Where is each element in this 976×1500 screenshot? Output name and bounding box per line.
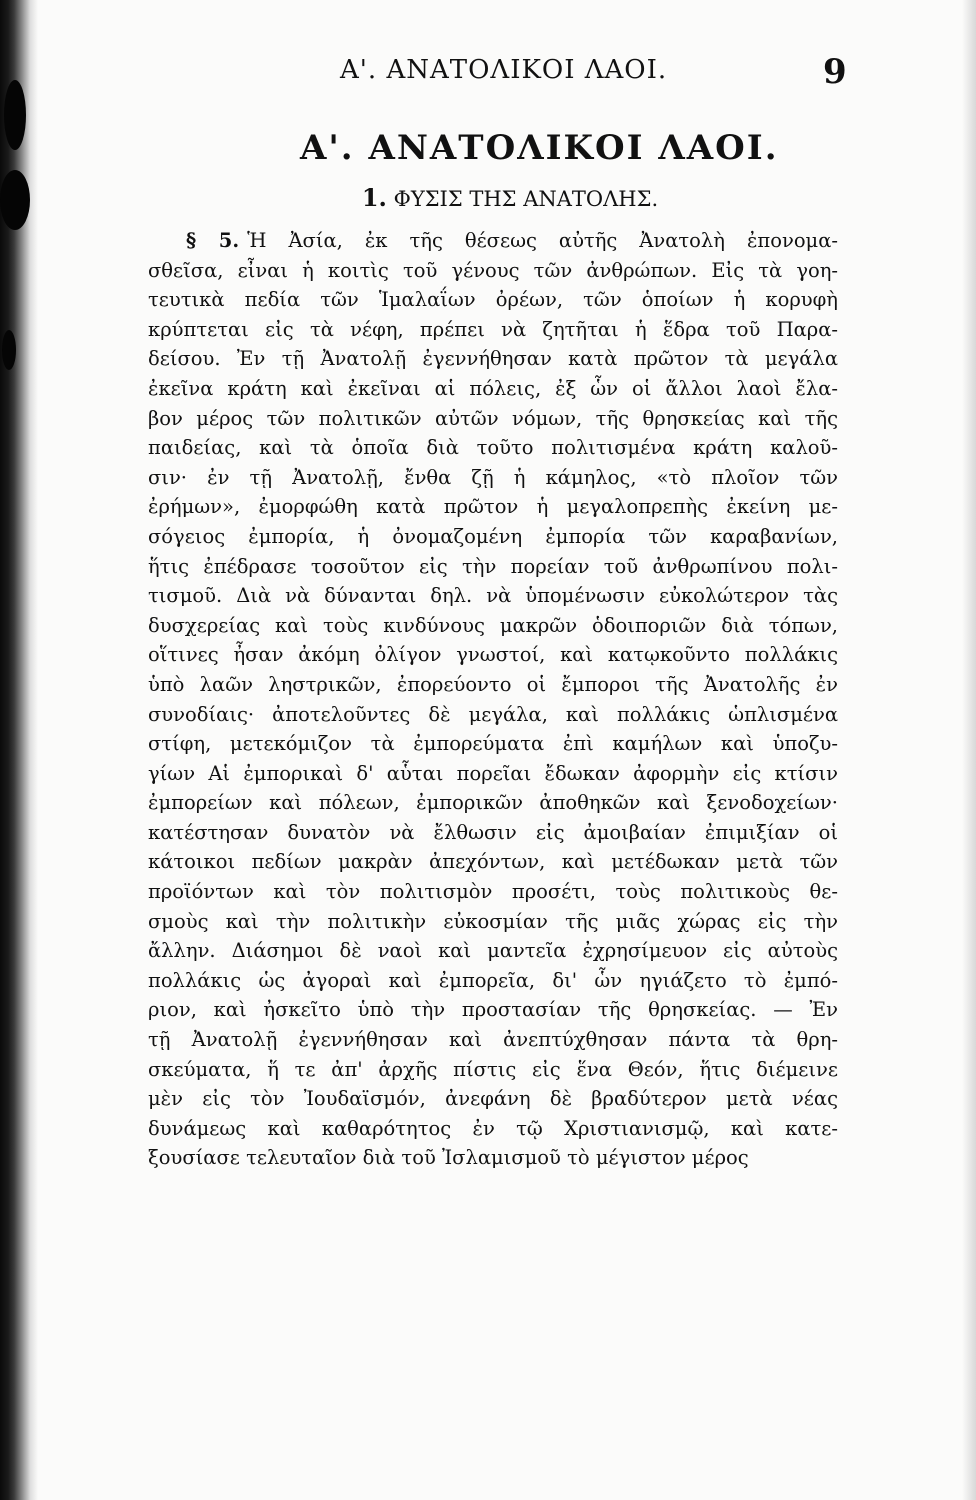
text-line-content: ἐμπορείων καὶ πόλεων, ἐμπορικῶν ἀποθηκῶν καὶ ξενοδοχείων·	[148, 791, 838, 815]
text-line	[148, 877, 838, 907]
text-line-content: τῇ Ἀνατολῇ ἐγεννήθησαν καὶ ἀνεπτύχθησαν πάντα τὰ θρη-	[148, 1028, 838, 1052]
text-line-content: κάτοικοι πεδίων μακρὰν ἀπεχόντων, καὶ μετέδωκαν μετὰ τῶν	[148, 850, 838, 874]
text-line	[148, 344, 838, 374]
text-line-content: σόγειος ἐμπορία, ἡ ὀνομαζομένη ἐμπορία τῶν καραβανίων,	[148, 524, 838, 548]
text-line-content: συνοδίαις· ἀποτελοῦντες δὲ μεγάλα, καὶ πολλάκις ὡπλισμένα	[148, 702, 838, 726]
text-line	[148, 966, 838, 996]
text-line	[148, 226, 838, 256]
text-line-content: ριον, καὶ ἠσκεῖτο ὑπὸ τὴν προστασίαν τῆς θρησκείας. — Ἐν	[148, 998, 838, 1022]
text-line	[148, 1143, 838, 1173]
text-line	[148, 847, 838, 877]
section-title	[300, 183, 720, 212]
text-line-content: παιδείας, καὶ τὰ ὁποῖα διὰ τοῦτο πολιτισμένα κράτη καλοῦ-	[148, 436, 838, 460]
text-line	[148, 1055, 838, 1085]
text-line	[148, 285, 838, 315]
text-line-content: ἐκεῖνα κράτη καὶ ἐκεῖναι αἱ πόλεις, ἐξ ὧν οἱ ἄλλοι λαοὶ ἔλα-	[148, 376, 838, 400]
text-line-content: τευτικὰ πεδία τῶν Ἱμαλαΐων ὀρέων, τῶν ὁποίων ἡ κορυφὴ	[148, 288, 838, 312]
section-title-text: ΦΥΣΙΣ ΤΗΣ ΑΝΑΤΟΛΗΣ.	[393, 187, 659, 211]
text-line	[148, 404, 838, 434]
text-line	[148, 581, 838, 611]
text-line	[148, 1084, 838, 1114]
text-line	[148, 640, 838, 670]
text-line-content: πολλάκις ὡς ἀγοραὶ καὶ ἐμπορεῖα, δι' ὧν ηγιάζετο τὸ ἐμπό-	[148, 968, 838, 992]
text-line	[148, 788, 838, 818]
text-line	[148, 1025, 838, 1055]
chapter-title: Α'. ΑΝΑΤΟΛΙΚΟΙ ΛΑΟΙ.	[300, 128, 779, 168]
text-line-content: ἄλλην. Διάσημοι δὲ ναοὶ καὶ μαντεῖα ἐχρησίμευον εἰς αὐτοὺς	[148, 939, 838, 963]
text-line	[148, 729, 838, 759]
text-line-content: στίφη, μετεκόμιζον τὰ ἐμπορεύματα ἐπὶ καμήλων καὶ ὑποζυ-	[148, 732, 838, 756]
text-line	[148, 315, 838, 345]
text-line	[148, 433, 838, 463]
text-line	[148, 256, 838, 286]
ink-blot	[0, 170, 30, 230]
text-line-content: ὑπὸ λαῶν ληστρικῶν, ἐπορεύοντο οἱ ἔμποροι τῆς Ἀνατολῆς ἐν	[148, 672, 838, 696]
text-line	[148, 995, 838, 1025]
text-line	[148, 492, 838, 522]
text-line-content: οἵτινες ἦσαν ἀκόμη ὀλίγον γνωστοί, καὶ κατῳκοῦντο πολλάκις	[148, 643, 838, 667]
text-line-content: τισμοῦ. Διὰ νὰ δύνανται δηλ. νὰ ὑπομένωσιν εὐκολώτερον τὰς	[148, 584, 838, 608]
section-number: 1.	[361, 183, 387, 212]
text-line-content: Ἡ Ἀσία, ἐκ τῆς θέσεως αὐτῆς Ἀνατολὴ ἐπονομα-	[247, 229, 838, 252]
text-line-content: σμοὺς καὶ τὴν πολιτικὴν εὐκοσμίαν τῆς μιᾶς χώρας εἰς τὴν	[148, 909, 838, 933]
text-line	[148, 1114, 838, 1144]
text-line-content: ξουσίασε τελευταῖον διὰ τοῦ Ἰσλαμισμοῦ τὸ μέγιστον μέρος	[148, 1146, 749, 1170]
text-line	[148, 818, 838, 848]
text-line-content: δείσου. Ἐν τῇ Ἀνατολῇ ἐγεννήθησαν κατὰ πρῶτον τὰ μεγάλα	[148, 347, 838, 371]
text-line	[148, 907, 838, 937]
body-text	[148, 226, 838, 1173]
text-line-content: κρύπτεται εἰς τὰ νέφη, πρέπει νὰ ζητῆται ἡ ἕδρα τοῦ Παρα-	[148, 317, 838, 341]
text-line-content: δυνάμεως καὶ καθαρότητος ἐν τῷ Χριστιανισμῷ, καὶ κατε-	[148, 1116, 838, 1140]
ink-blot	[2, 330, 16, 370]
text-line-content: μὲν εἰς τὸν Ἰουδαϊσμόν, ἀνεφάνη δὲ βραδύτερον μετὰ νέας	[148, 1087, 838, 1111]
page-edge-shadow	[962, 0, 976, 1500]
ink-blot	[4, 80, 26, 150]
text-line	[148, 374, 838, 404]
text-line	[148, 611, 838, 641]
text-line	[148, 700, 838, 730]
text-line	[148, 463, 838, 493]
text-line	[148, 759, 838, 789]
text-line-content: σθεῖσα, εἶναι ἡ κοιτὶς τοῦ γένους τῶν ἀνθρώπων. Εἰς τὰ γοη-	[148, 258, 838, 282]
text-line-content: σιν· ἐν τῇ Ἀνατολῇ, ἔνθα ζῇ ἡ κάμηλος, «τὸ πλοῖον τῶν	[148, 465, 838, 489]
text-line	[148, 552, 838, 582]
text-line-content: κατέστησαν δυνατὸν νὰ ἔλθωσιν εἰς ἀμοιβαίαν ἐπιμιξίαν οἱ	[148, 820, 838, 844]
paragraph-marker: § 5.	[186, 229, 240, 252]
text-line-content: βον μέρος τῶν πολιτικῶν αὐτῶν νόμων, τῆς θρησκείας καὶ τῆς	[148, 406, 838, 430]
text-line	[148, 522, 838, 552]
running-head: Α'. ΑΝΑΤΟΛΙΚΟΙ ΛΑΟΙ.	[340, 55, 668, 85]
page-number: 9	[823, 52, 847, 92]
text-line-content: προϊόντων καὶ τὸν πολιτισμὸν προσέτι, τοὺς πολιτικοὺς θε-	[148, 880, 838, 904]
text-line-content: σκεύματα, ἥ τε ἀπ' ἀρχῆς πίστις εἰς ἕνα Θεόν, ἥτις διέμεινε	[148, 1057, 838, 1081]
text-line-content: ἐρήμων», ἐμορφώθη κατὰ πρῶτον ἡ μεγαλοπρεπὴς ἐκείνη με-	[148, 495, 838, 519]
text-line	[148, 936, 838, 966]
text-line-content: ἥτις ἐπέδρασε τοσοῦτον εἰς τὴν πορείαν τοῦ ἀνθρωπίνου πολι-	[148, 554, 838, 578]
text-line-content: δυσχερείας καὶ τοὺς κινδύνους μακρῶν ὁδοιποριῶν διὰ τόπων,	[148, 613, 838, 637]
text-line	[148, 670, 838, 700]
text-line-content: γίων Αἱ ἐμπορικαὶ δ' αὗται πορεῖαι ἔδωκαν ἀφορμὴν εἰς κτίσιν	[148, 761, 838, 785]
